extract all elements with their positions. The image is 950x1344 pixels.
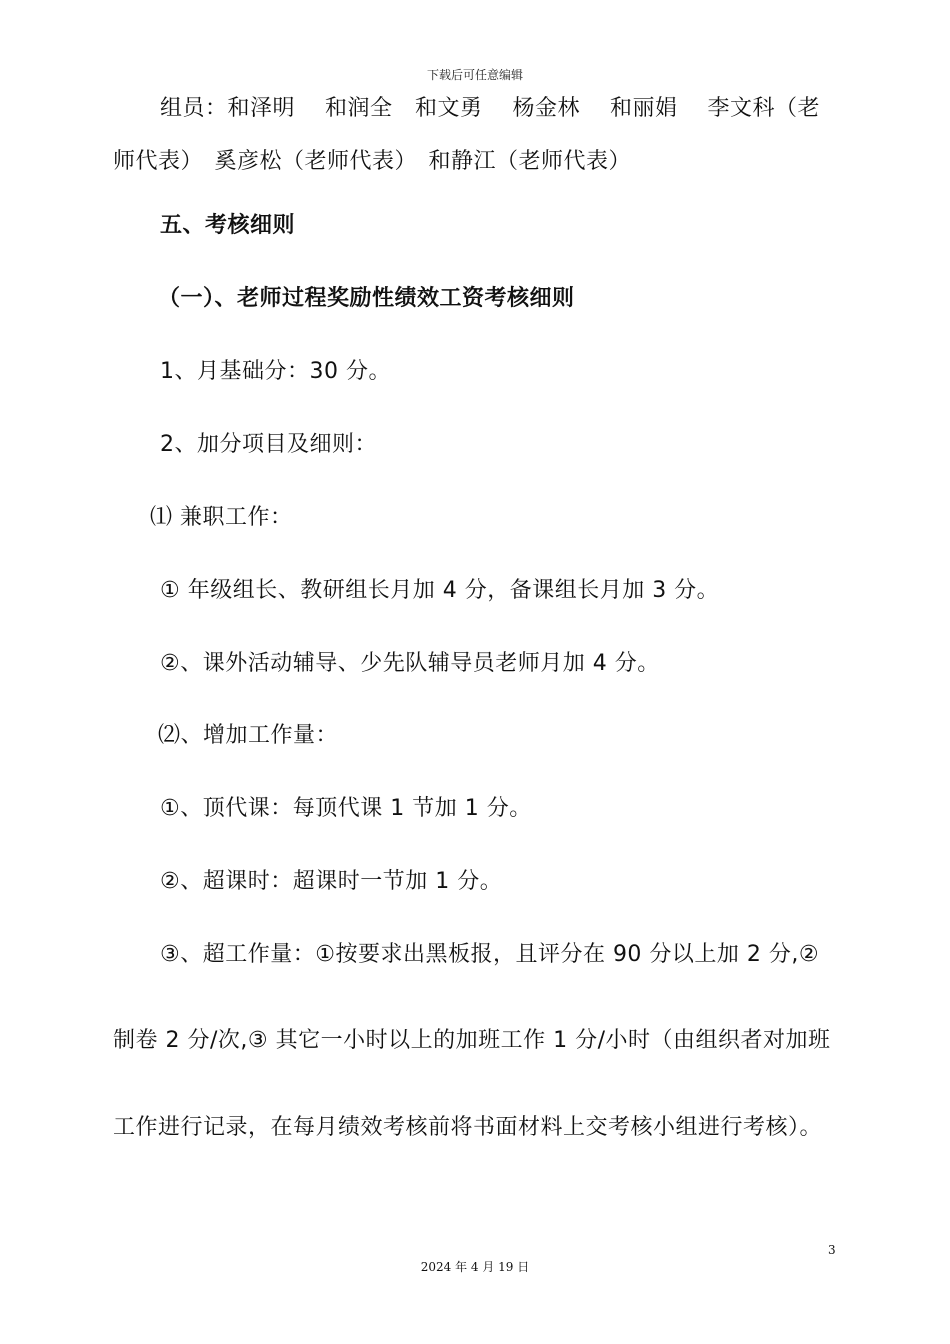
page-header: 下载后可任意编辑 bbox=[426, 68, 523, 82]
item-activity-tutors: ②、课外活动辅导、少先队辅导员老师月加 4 分。 bbox=[160, 651, 660, 676]
item-overtime-line-2: 制卷 2 分/次,③ 其它一小时以上的加班工作 1 分/小时（由组织者对加班 bbox=[113, 1028, 831, 1053]
page-number: 3 bbox=[828, 1243, 836, 1257]
subsection-heading: （一）、老师过程奖励性绩效工资考核细则 bbox=[158, 286, 575, 311]
paragraph-base-score: 1、月基础分：30 分。 bbox=[160, 359, 391, 384]
paragraph-bonus-items: 2、加分项目及细则： bbox=[160, 432, 377, 457]
item-overtime-line-3: 工作进行记录，在每月绩效考核前将书面材料上交考核小组进行考核）。 bbox=[113, 1115, 823, 1140]
item-overtime-line-1: ③、超工作量：①按要求出黑板报，且评分在 90 分以上加 2 分,② bbox=[160, 942, 820, 967]
section-heading: 五、考核细则 bbox=[160, 213, 296, 238]
members-line-1: 组员：和泽明 和润全 和文勇 杨金林 和丽娟 李文科（老 bbox=[160, 96, 820, 121]
item-substitute-class: ①、顶代课：每顶代课 1 节加 1 分。 bbox=[160, 796, 532, 821]
item-part-time-work: ⑴ 兼职工作： bbox=[150, 505, 293, 530]
item-extra-hours: ②、超课时：超课时一节加 1 分。 bbox=[160, 869, 503, 894]
members-line-2: 师代表） 奚彦松（老师代表） 和静江（老师代表） bbox=[113, 149, 632, 174]
page-footer-date: 2024 年 4 月 19 日 bbox=[420, 1260, 530, 1274]
item-group-leaders: ① 年级组长、教研组长月加 4 分，备课组长月加 3 分。 bbox=[160, 578, 720, 603]
item-extra-workload: ⑵、增加工作量： bbox=[158, 723, 339, 748]
